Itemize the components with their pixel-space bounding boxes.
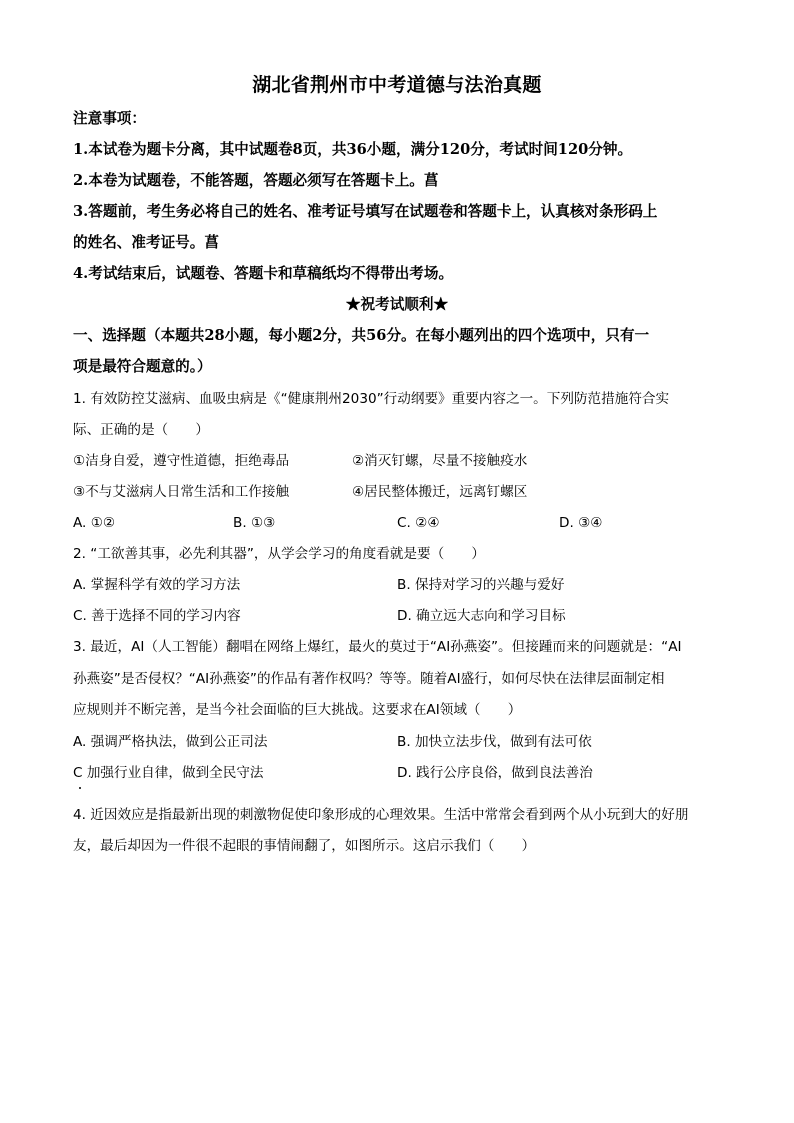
question-4-line-1: 4. 近因效应是指最新出现的刺激物促使印象形成的心理效果。生活中常常会看到两个从小玩到大的好朋 (73, 807, 689, 823)
question-1-statement-2: ②消灭钉螺，尽量不接触疫水 (352, 453, 528, 469)
question-1-line-2: 际、正确的是（ ） (73, 422, 209, 438)
section-heading-line-2: 项是最符合题意的。） (73, 358, 212, 375)
question-2-option-b: B. 保持对学习的兴趣与爱好 (397, 577, 565, 593)
question-1-option-b: B. ①③ (233, 515, 276, 531)
stray-mark (79, 787, 81, 789)
question-3-option-a: A. 强调严格执法，做到公正司法 (73, 734, 268, 750)
question-2-option-c: C. 善于选择不同的学习内容 (73, 608, 241, 624)
question-2-option-a: A. 掌握科学有效的学习方法 (73, 577, 241, 593)
notice-item-2-text: 2.本卷为试题卷，不能答题，答题必须写在答题卡上。 (73, 172, 424, 189)
question-3-line-3: 应规则并不断完善，是当今社会面临的巨大挑战。这要求在AI领域（ ） (73, 702, 522, 718)
notice-heading: 注意事项： (73, 110, 146, 127)
notice-item-4: 4.考试结束后，试题卷、答题卡和草稿纸均不得带出考场。 (73, 265, 454, 282)
question-2-line-1: 2. “工欲善其事，必先利其器”，从学会学习的角度看就是要（ ） (73, 546, 485, 562)
question-3-option-b: B. 加快立法步伐，做到有法可依 (397, 734, 592, 750)
question-1-line-1: 1. 有效防控艾滋病、血吸虫病是《“健康荆州2030”行动纲要》重要内容之一。下列防范措施符合实 (73, 391, 670, 407)
question-4-line-2: 友，最后却因为一件很不起眼的事情闹翻了，如图所示。这启示我们（ ） (73, 838, 536, 854)
notice-item-2 (73, 174, 439, 189)
notice-item-3-cont (73, 236, 219, 251)
question-1-statement-4: ④居民整体搬迁，远离钉螺区 (352, 484, 528, 500)
question-3-line-2: 孙燕姿”是否侵权？“AI孙燕姿”的作品有著作权吗？等等。随着AI盛行，如何尽快在法律层面制定相 (73, 671, 665, 687)
notice-item-1: 1.本试卷为题卡分离，其中试题卷8页，共36小题，满分120分，考试时间120分钟。 (73, 141, 633, 158)
notice-artifact-char: 菖 (204, 234, 219, 251)
notice-artifact-char: 菖 (423, 172, 439, 189)
question-3-option-c: C 加强行业自律，做到全民守法 (73, 765, 264, 781)
question-1-statement-3: ③不与艾滋病人日常生活和工作接触 (73, 484, 290, 500)
question-1-option-a: A. ①② (73, 515, 116, 531)
page-title: 湖北省荆州市中考道德与法治真题 (252, 74, 542, 96)
blessing-line: ★祝考试顺利★ (345, 296, 449, 313)
question-1-option-c: C. ②④ (397, 515, 440, 531)
question-3-line-1: 3. 最近，AI（人工智能）翻唱在网络上爆红，最火的莫过于“AI孙燕姿”。但接踵而来的问题就是：“AI (73, 639, 682, 655)
question-3-option-d: D. 践行公序良俗，做到良法善治 (397, 765, 593, 781)
notice-item-3-cont-text: 的姓名、准考证号。 (73, 234, 205, 251)
question-1-statement-1: ①洁身自爱，遵守性道德，拒绝毒品 (73, 453, 290, 469)
notice-item-3: 3.答题前，考生务必将自己的姓名、准考证号填写在试题卷和答题卡上，认真核对条形码上 (73, 203, 658, 220)
question-2-option-d: D. 确立远大志向和学习目标 (397, 608, 566, 624)
question-1-option-d: D. ③④ (559, 515, 603, 531)
section-heading-line-1: 一、选择题（本题共28小题，每小题2分，共56分。在每小题列出的四个选项中，只有一 (73, 327, 650, 344)
